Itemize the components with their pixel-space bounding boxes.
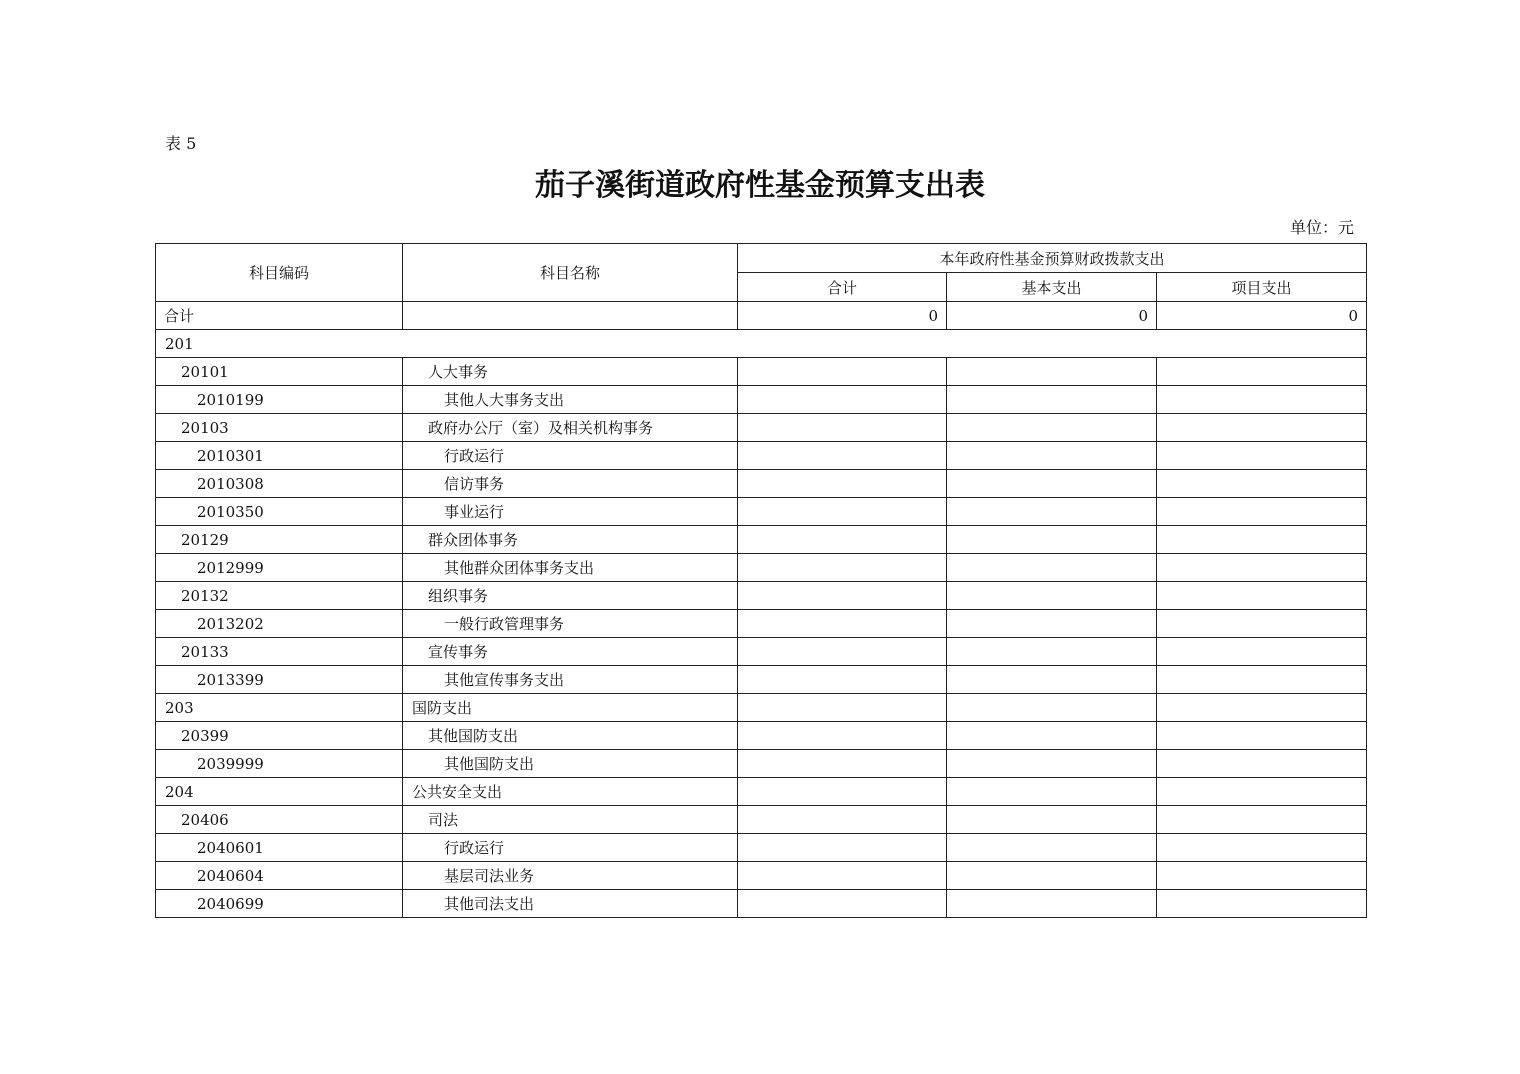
header-row <box>156 244 1367 273</box>
account-name: 群众团体事务 <box>403 526 738 554</box>
amount-project-cell <box>1157 890 1367 918</box>
account-code: 2010199 <box>156 386 403 414</box>
amount-basic-cell <box>947 582 1157 610</box>
amount-project-cell <box>1157 386 1367 414</box>
amount-basic-cell <box>947 610 1157 638</box>
account-code: 204 <box>156 778 403 806</box>
total-name-cell <box>403 302 738 330</box>
amount-basic-cell <box>947 890 1157 918</box>
account-name: 基层司法业务 <box>403 862 738 890</box>
amount-total-cell <box>738 470 947 498</box>
account-code: 2040601 <box>156 834 403 862</box>
amount-basic-cell <box>947 442 1157 470</box>
amount-project-cell <box>1157 358 1367 386</box>
amount-total-cell <box>738 778 947 806</box>
table-row <box>156 694 1367 722</box>
account-name: 一般行政管理事务 <box>403 610 738 638</box>
account-code: 2040699 <box>156 890 403 918</box>
amount-basic-cell <box>947 470 1157 498</box>
amount-basic-cell <box>947 498 1157 526</box>
total-label: 合计 <box>156 302 403 330</box>
amount-total-cell <box>738 610 947 638</box>
account-code: 20129 <box>156 526 403 554</box>
account-name: 其他人大事务支出 <box>403 386 738 414</box>
account-code: 20133 <box>156 638 403 666</box>
amount-project-cell <box>1157 442 1367 470</box>
account-name: 司法 <box>403 806 738 834</box>
amount-project-cell <box>1157 610 1367 638</box>
account-code: 2010301 <box>156 442 403 470</box>
table-row <box>156 610 1367 638</box>
amount-total-cell <box>738 582 947 610</box>
amount-project-cell <box>1157 414 1367 442</box>
table-row <box>156 862 1367 890</box>
amount-total-cell <box>738 386 947 414</box>
account-name: 行政运行 <box>403 442 738 470</box>
amount-total-cell <box>738 666 947 694</box>
amount-total-cell <box>738 526 947 554</box>
amount-project-cell <box>1157 862 1367 890</box>
header-project: 项目支出 <box>1157 273 1367 302</box>
account-name: 其他宣传事务支出 <box>403 666 738 694</box>
amount-project-cell <box>1157 498 1367 526</box>
account-code: 2010308 <box>156 470 403 498</box>
account-name: 其他司法支出 <box>403 890 738 918</box>
account-name: 国防支出 <box>403 694 738 722</box>
account-code: 20103 <box>156 414 403 442</box>
amount-project-cell <box>1157 666 1367 694</box>
header-name: 科目名称 <box>403 244 738 302</box>
account-name: 政府办公厅（室）及相关机构事务 <box>403 414 738 442</box>
amount-total-cell <box>738 358 947 386</box>
amount-basic-cell <box>947 414 1157 442</box>
amount-basic-cell <box>947 694 1157 722</box>
account-name: 人大事务 <box>403 358 738 386</box>
total-project: 0 <box>1157 302 1367 330</box>
header-code: 科目编码 <box>156 244 403 302</box>
table-row <box>156 834 1367 862</box>
account-code: 20399 <box>156 722 403 750</box>
account-code: 2013202 <box>156 610 403 638</box>
amount-project-cell <box>1157 554 1367 582</box>
table-row <box>156 358 1367 386</box>
header-group: 本年政府性基金预算财政拨款支出 <box>738 244 1367 273</box>
table-row <box>156 666 1367 694</box>
table-row <box>156 750 1367 778</box>
account-name: 信访事务 <box>403 470 738 498</box>
page-title: 茄子溪街道政府性基金预算支出表 <box>535 168 985 203</box>
account-name: 行政运行 <box>403 834 738 862</box>
amount-total-cell <box>738 414 947 442</box>
amount-project-cell <box>1157 806 1367 834</box>
amount-project-cell <box>1157 638 1367 666</box>
amount-project-cell <box>1157 526 1367 554</box>
header-total: 合计 <box>738 273 947 302</box>
account-code: 2040604 <box>156 862 403 890</box>
account-code: 20101 <box>156 358 403 386</box>
budget-table <box>155 243 1367 918</box>
amount-total-cell <box>738 862 947 890</box>
amount-project-cell <box>1157 582 1367 610</box>
amount-basic-cell <box>947 526 1157 554</box>
account-name: 其他群众团体事务支出 <box>403 554 738 582</box>
account-name: 事业运行 <box>403 498 738 526</box>
amount-project-cell <box>1157 694 1367 722</box>
account-code: 2039999 <box>156 750 403 778</box>
amount-basic-cell <box>947 722 1157 750</box>
table-row <box>156 442 1367 470</box>
amount-project-cell <box>1157 778 1367 806</box>
account-code: 20406 <box>156 806 403 834</box>
account-code: 2012999 <box>156 554 403 582</box>
amount-basic-cell <box>947 778 1157 806</box>
amount-basic-cell <box>947 358 1157 386</box>
account-name: 其他国防支出 <box>403 722 738 750</box>
table-row <box>156 414 1367 442</box>
amount-basic-cell <box>947 666 1157 694</box>
amount-total-cell <box>738 694 947 722</box>
total-amount: 0 <box>738 302 947 330</box>
account-code: 203 <box>156 694 403 722</box>
table-row <box>156 778 1367 806</box>
amount-basic-cell <box>947 638 1157 666</box>
amount-basic-cell <box>947 750 1157 778</box>
amount-total-cell <box>738 638 947 666</box>
total-basic: 0 <box>947 302 1157 330</box>
table-row <box>156 470 1367 498</box>
amount-project-cell <box>1157 834 1367 862</box>
amount-project-cell <box>1157 750 1367 778</box>
total-row <box>156 302 1367 330</box>
amount-total-cell <box>738 498 947 526</box>
amount-total-cell <box>738 750 947 778</box>
amount-basic-cell <box>947 806 1157 834</box>
account-name: 其他国防支出 <box>403 750 738 778</box>
table-row <box>156 554 1367 582</box>
amount-project-cell <box>1157 722 1367 750</box>
account-name: 公共安全支出 <box>403 778 738 806</box>
table-row <box>156 330 1367 358</box>
amount-total-cell <box>738 442 947 470</box>
unit-label: 单位：元 <box>1289 218 1354 237</box>
table-row <box>156 638 1367 666</box>
amount-basic-cell <box>947 554 1157 582</box>
table-row <box>156 526 1367 554</box>
table-number: 表 5 <box>165 134 197 153</box>
amount-project-cell <box>1157 470 1367 498</box>
table-row <box>156 722 1367 750</box>
account-name: 宣传事务 <box>403 638 738 666</box>
table-row <box>156 582 1367 610</box>
amount-total-cell <box>738 806 947 834</box>
account-code: 201 <box>156 330 1367 358</box>
amount-basic-cell <box>947 386 1157 414</box>
account-name: 组织事务 <box>403 582 738 610</box>
table-row <box>156 890 1367 918</box>
account-code: 2010350 <box>156 498 403 526</box>
amount-total-cell <box>738 834 947 862</box>
amount-basic-cell <box>947 862 1157 890</box>
table-row <box>156 806 1367 834</box>
account-code: 20132 <box>156 582 403 610</box>
amount-total-cell <box>738 722 947 750</box>
amount-total-cell <box>738 554 947 582</box>
header-basic: 基本支出 <box>947 273 1157 302</box>
table-row <box>156 498 1367 526</box>
account-code: 2013399 <box>156 666 403 694</box>
amount-total-cell <box>738 890 947 918</box>
table-row <box>156 386 1367 414</box>
amount-basic-cell <box>947 834 1157 862</box>
